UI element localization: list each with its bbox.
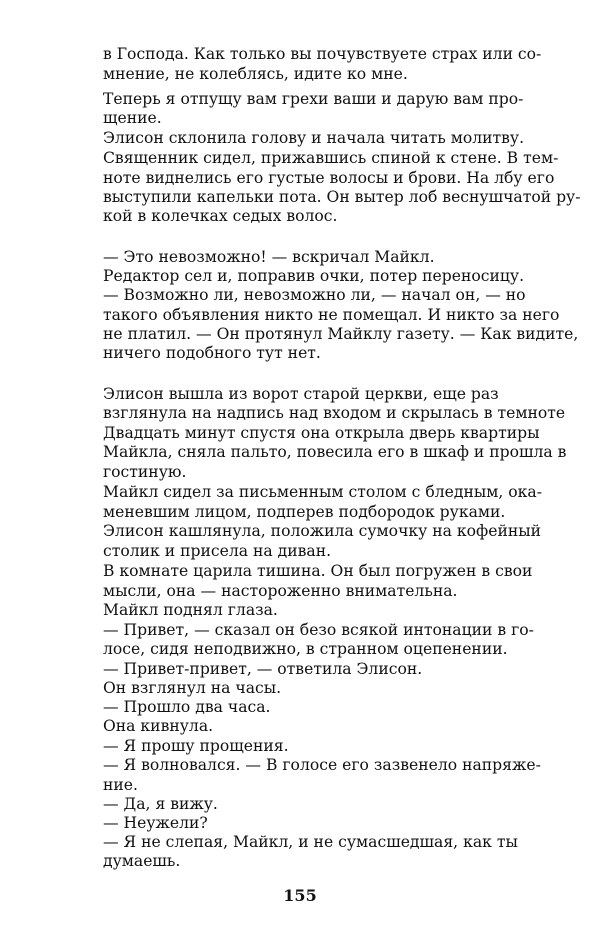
text-line: лосе, сидя неподвижно, в странном оцепенении. xyxy=(103,640,508,658)
text-line: — Возможно ли, невозможно ли, — начал он, — но xyxy=(103,286,526,304)
text-line: — Прошло два часа. xyxy=(103,698,271,716)
text-line: думаешь. xyxy=(103,852,181,870)
text-line: — Я прошу прощения. xyxy=(103,737,289,755)
text-line: Она кивнула. xyxy=(103,717,214,735)
text-line: в Господа. Как только вы почувствуете страх или со- xyxy=(103,45,542,63)
text-line: Теперь я отпущу вам грехи ваши и дарую вам про- xyxy=(103,90,524,108)
text-line: такого объявления никто не помещал. И никто за него xyxy=(103,306,560,324)
text-line: Элисон вышла из ворот старой церкви, еще раз xyxy=(103,385,499,403)
text-line: ничего подобного тут нет. xyxy=(103,344,321,362)
text-line: ноте виднелись его густые волосы и брови. На лбу его xyxy=(103,169,555,187)
text-line: Священник сидел, прижавшись спиной к стене. В тем- xyxy=(103,149,559,167)
text-line: гостиную. xyxy=(103,463,187,481)
text-line: не платил. — Он протянул Майклу газету. — Как видите, xyxy=(103,325,579,343)
text-line: — Я не слепая, Майкл, и не сумасшедшая, как ты xyxy=(103,833,518,851)
text-line: столик и присела на диван. xyxy=(103,542,332,560)
page-number: 155 xyxy=(283,886,317,905)
text-line: В комнате царила тишина. Он был погружен в свои xyxy=(103,562,533,580)
text-line: — Привет-привет, — ответила Элисон. xyxy=(103,660,423,678)
text-line: — Да, я вижу. xyxy=(103,795,218,813)
text-line: — Я волновался. — В голосе его зазвенело напряже- xyxy=(103,756,541,774)
text-line: — Привет, — сказал он безо всякой интонации в го- xyxy=(103,621,534,639)
text-line: — Неужели? xyxy=(103,814,208,832)
text-line: Майкл поднял глаза. xyxy=(103,601,278,619)
text-line: Майкл сидел за письменным столом с бледным, ока- xyxy=(103,483,542,501)
text-line: Элисон склонила голову и начала читать молитву. xyxy=(103,129,525,147)
text-line: выступили капельки пота. Он вытер лоб веснушчатой ру- xyxy=(103,188,581,206)
text-line: Он взглянул на часы. xyxy=(103,679,282,697)
text-line: Редактор сел и, поправив очки, потер переносицу. xyxy=(103,267,525,285)
text-line: Майкла, сняла пальто, повесила его в шкаф и прошла в xyxy=(103,443,567,461)
text-line: Двадцать минут спустя она открыла дверь квартиры xyxy=(103,424,540,442)
text-line: щение. xyxy=(103,109,162,127)
text-line: Элисон кашлянула, положила сумочку на кофейный xyxy=(103,522,542,540)
text-line: — Это невозможно! — вскричал Майкл. xyxy=(103,248,435,266)
text-line: меневшим лицом, подперев подбородок руками. xyxy=(103,503,506,521)
text-line: мысли, она — настороженно внимательна. xyxy=(103,582,458,600)
text-line: мнение, не колеблясь, идите ко мне. xyxy=(103,65,408,83)
text-line: кой в колечках седых волос. xyxy=(103,207,338,225)
text-line: ние. xyxy=(103,776,138,794)
text-line: взглянула на надпись над входом и скрылась в темноте xyxy=(103,404,566,422)
